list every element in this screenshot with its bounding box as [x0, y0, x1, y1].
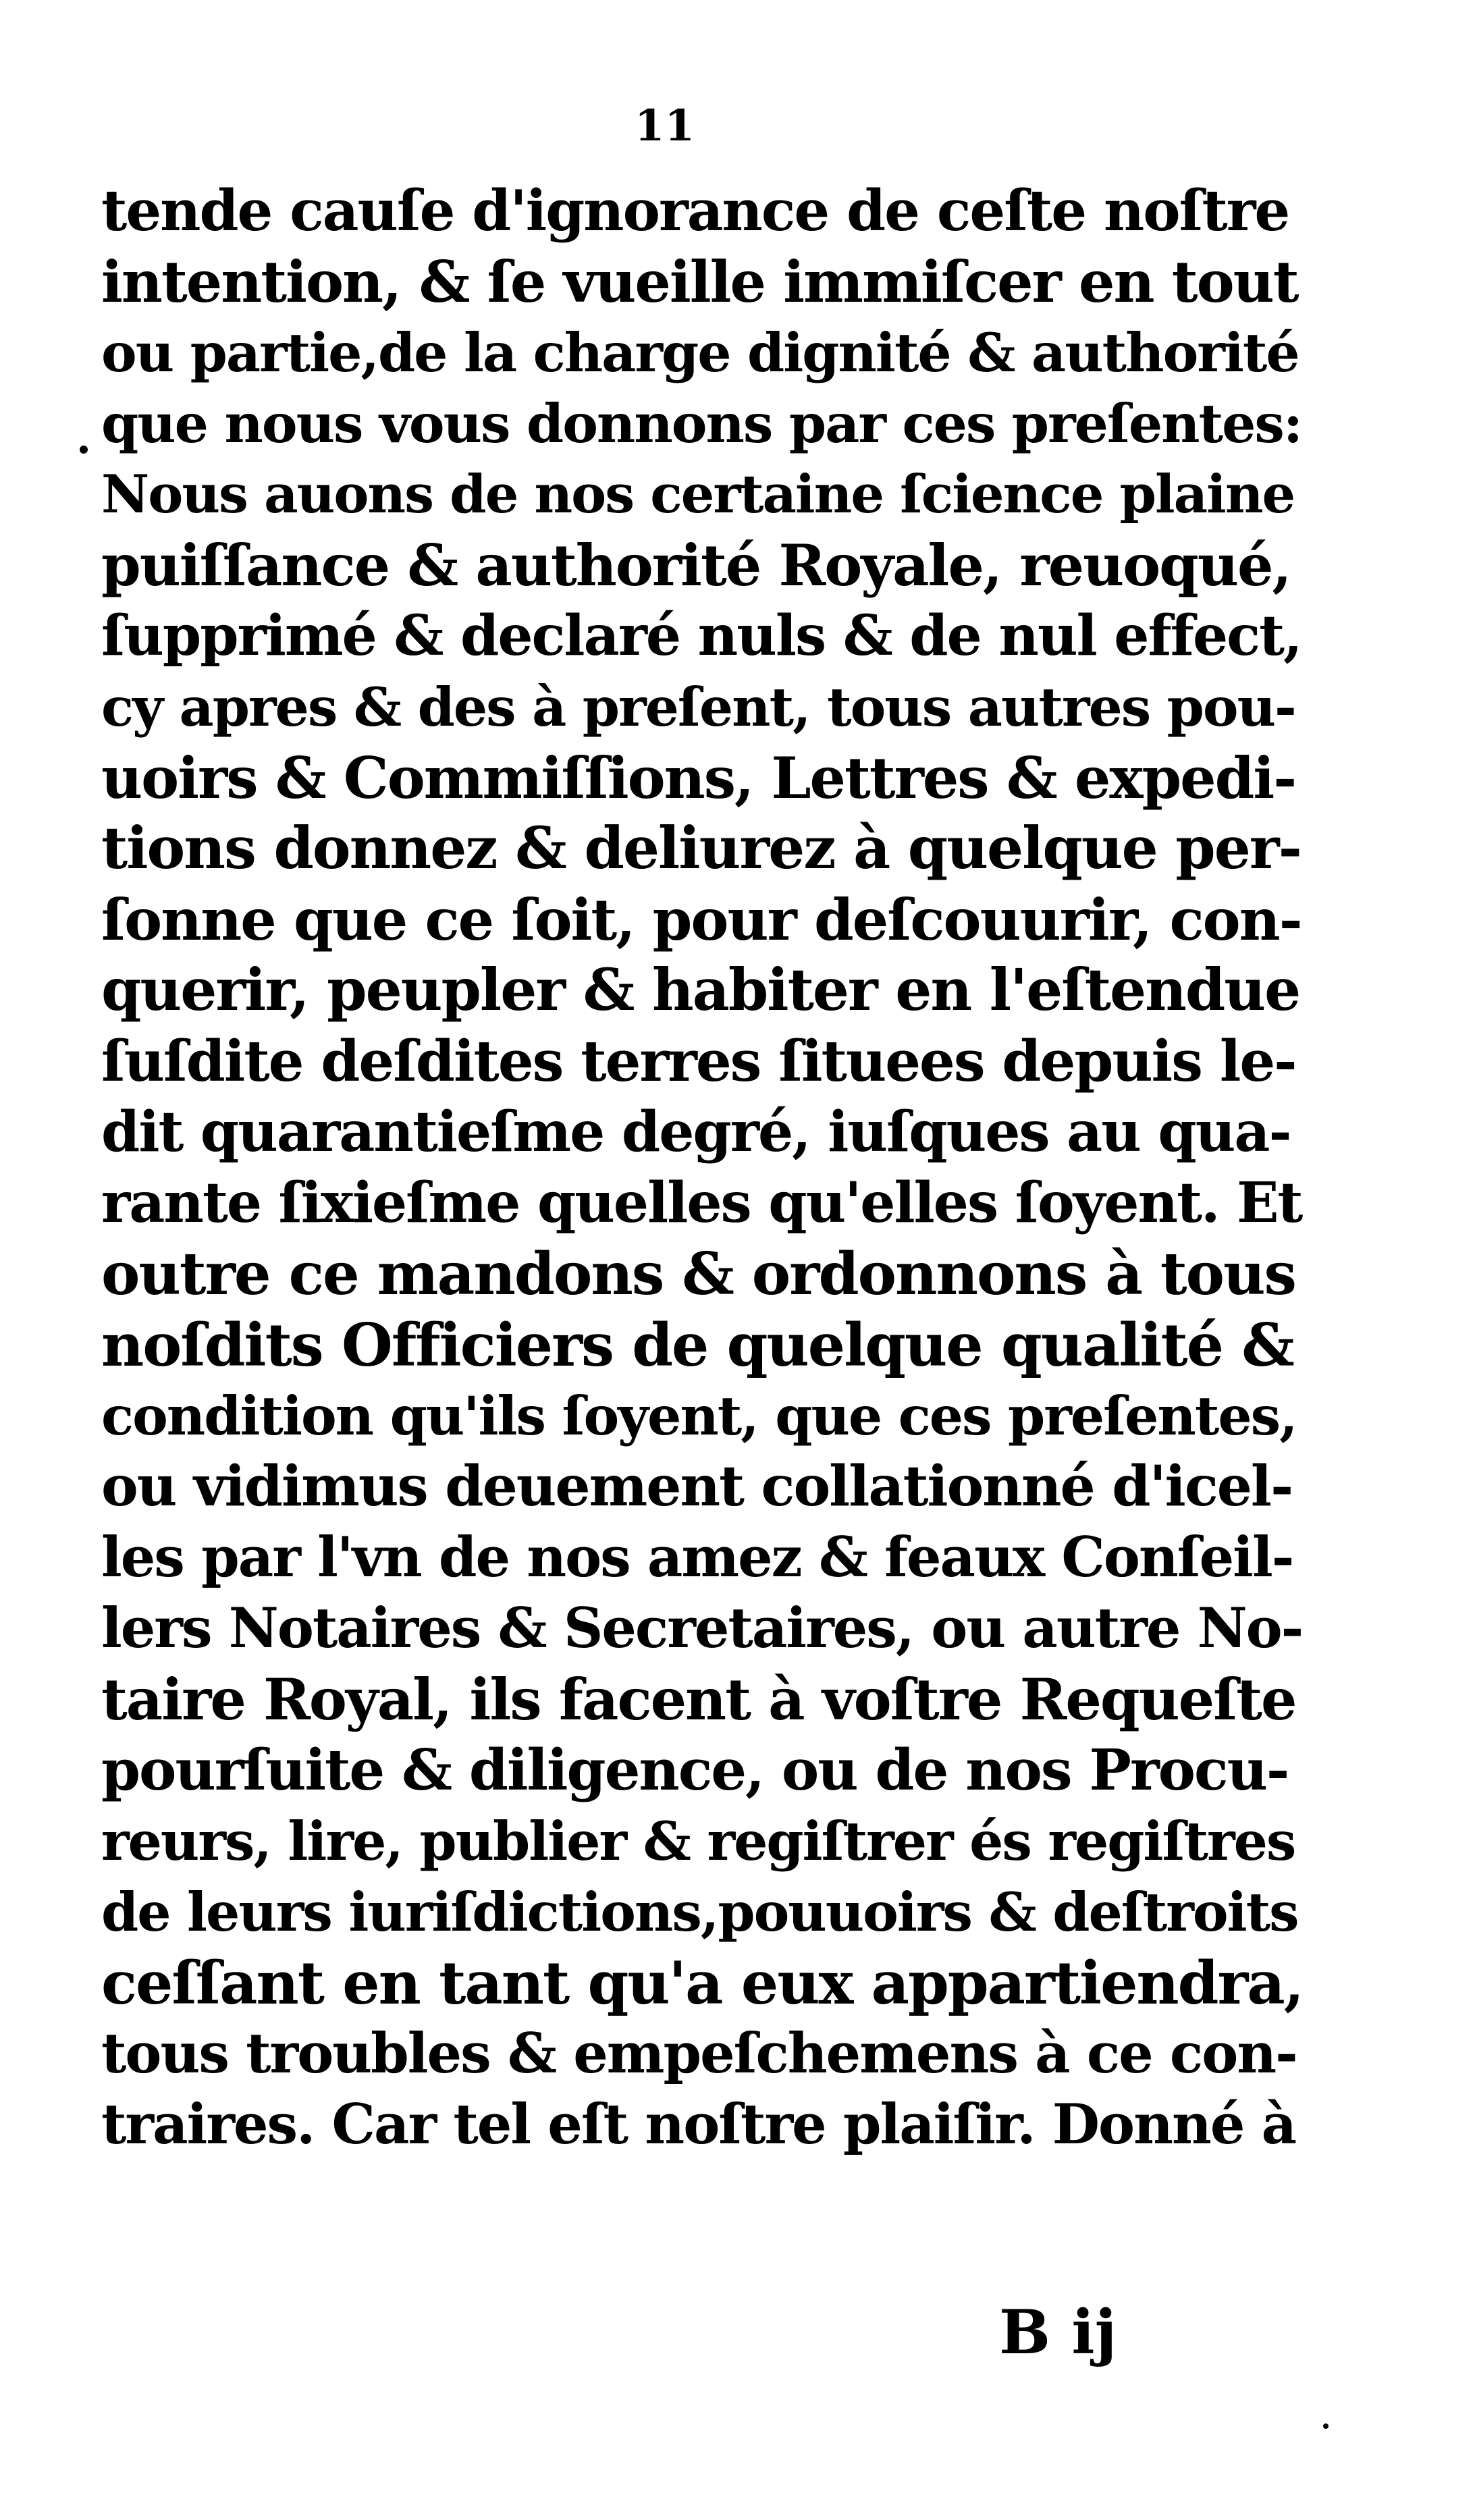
- ink-speck: [80, 446, 88, 454]
- text-line: lers Notaires & Secretaires, ou autre No-: [101, 1597, 1303, 1661]
- text-line: outre ce mandons & ordonnons à tous: [101, 1240, 1295, 1308]
- text-line: ſuſdite deſdites terres ſituees depuis le-: [101, 1028, 1296, 1094]
- text-line: ceſſant en tant qu'a eux appartiendra,: [101, 1948, 1304, 2018]
- text-line: tous troubles & empeſchemens à ce con-: [101, 2022, 1297, 2086]
- text-line: condition qu'ils ſoyent, que ces preſentes,: [101, 1385, 1297, 1447]
- text-line: que nous vous donnons par ces preſentes:: [101, 392, 1302, 455]
- text-line: dit quarantieſme degré, iuſques au qua-: [101, 1100, 1291, 1164]
- text-line: ſupprimé & declaré nuls & de nul effect,: [101, 604, 1302, 668]
- page-number: 11: [635, 101, 695, 151]
- text-line: ou partie,de la charge dignité & authorité: [101, 321, 1299, 384]
- ink-speck: [1323, 2423, 1329, 2429]
- text-line: uoirs & Commiſſions, Lettres & expedi-: [101, 745, 1296, 811]
- text-line: tions donnez & deliurez à quelque per-: [101, 815, 1301, 882]
- text-line: reurs, lire, publier & regiſtrer és regiſtres: [101, 1810, 1295, 1873]
- text-line: taire Royal, ils facent à voſtre Requeſte: [101, 1666, 1296, 1733]
- text-line: ſonne que ce ſoit, pour deſcouurir, con-: [101, 886, 1302, 953]
- text-line: de leurs iuriſdictions,pouuoirs & deſtroits: [101, 1881, 1298, 1943]
- text-line: pourſuite & diligence, ou de nos Procu-: [101, 1737, 1289, 1803]
- text-line: noſdits Officiers de quelque qualité &: [101, 1310, 1293, 1380]
- text-line: les par l'vn de nos amez & feaux Conſeil-: [101, 1526, 1293, 1590]
- signature-mark: B ij: [999, 2297, 1117, 2368]
- text-line: puiſſance & authorité Royale, reuoqué,: [101, 532, 1291, 599]
- text-line: rante ſixieſme quelles qu'elles ſoyent. Et: [101, 1171, 1302, 1235]
- text-line: tende cauſe d'ignorance de ceſte noſtre: [101, 178, 1289, 244]
- text-line: traires. Car tel eſt noſtre plaiſir. Donné à: [101, 2093, 1296, 2157]
- text-line: ou vidimus deuement collationné d'icel-: [101, 1454, 1293, 1519]
- text-line: Nous auons de nos certaine ſcience plaine: [101, 464, 1295, 525]
- text-line: intention, & ſe vueille immiſcer en tout: [101, 248, 1298, 315]
- body-text: [101, 176, 1303, 2160]
- text-line: querir, peupler & habiter en l'eſtendue: [101, 957, 1300, 1024]
- text-line: cy apres & des à preſent, tous autres pou-: [101, 676, 1295, 739]
